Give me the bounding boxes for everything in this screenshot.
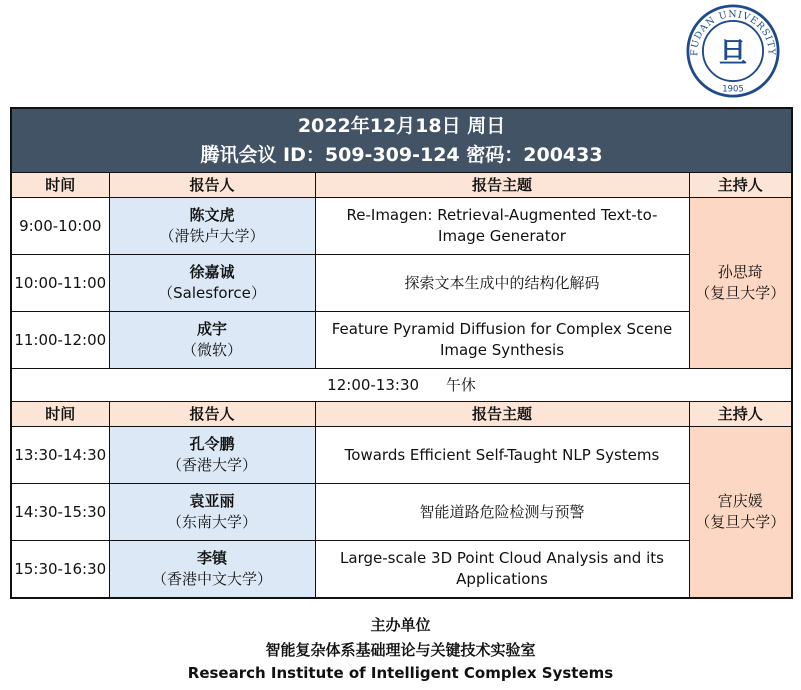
schedule-table — [10, 107, 793, 599]
header-host: 主持人 — [689, 173, 792, 198]
meeting-info-line: 腾讯会议 ID：509-309-124 密码：200433 — [200, 143, 603, 166]
topic-line: Re-Imagen: Retrieval-Augmented Text-to- — [346, 206, 658, 224]
header-time: 时间 — [11, 173, 109, 198]
session-row — [11, 484, 792, 541]
speaker-cell — [109, 541, 315, 599]
date-line: 2022年12月18日 周日 — [297, 114, 506, 137]
topic-cell — [315, 312, 689, 369]
speaker-name: 袁亚丽 — [189, 492, 235, 510]
speaker-cell — [109, 427, 315, 484]
organizer-label: 主办单位 — [370, 616, 431, 634]
speaker-affiliation: （香港中文大学） — [151, 570, 272, 588]
topic-line: Feature Pyramid Diffusion for Complex Scene — [331, 320, 673, 338]
speaker-affiliation: （香港大学） — [166, 456, 257, 474]
host-name: 宫庆媛 — [717, 492, 763, 510]
lunch-row — [11, 369, 792, 402]
lunch-time: 12:00-13:30 — [327, 375, 420, 394]
header-time: 时间 — [11, 402, 109, 427]
header-speaker: 报告人 — [109, 402, 315, 427]
host-affiliation: （复旦大学） — [695, 284, 786, 302]
header-speaker: 报告人 — [109, 173, 315, 198]
session-row — [11, 312, 792, 369]
lab-name-en: Research Institute of Intelligent Complex Systems — [187, 664, 614, 682]
logo-year: 1905 — [722, 83, 744, 94]
session-row — [11, 427, 792, 484]
topic-cell — [315, 198, 689, 255]
session-time: 14:30-15:30 — [11, 484, 109, 541]
speaker-affiliation: （东南大学） — [166, 513, 257, 531]
speaker-cell — [109, 198, 315, 255]
topic-line: 探索文本生成中的结构化解码 — [404, 273, 600, 292]
speaker-affiliation: （Salesforce） — [158, 284, 266, 302]
session-row — [11, 541, 792, 599]
session-row — [11, 255, 792, 312]
speaker-cell — [109, 255, 315, 312]
header-topic: 报告主题 — [315, 173, 689, 198]
speaker-name: 陈文虎 — [189, 206, 235, 224]
topic-line: Image Synthesis — [439, 341, 565, 359]
topic-cell — [315, 427, 689, 484]
host-cell — [689, 427, 792, 599]
session-time: 10:00-11:00 — [11, 255, 109, 312]
header-topic: 报告主题 — [315, 402, 689, 427]
session-row — [11, 198, 792, 255]
topic-cell — [315, 541, 689, 599]
topic-line: Applications — [456, 570, 548, 588]
host-cell — [689, 198, 792, 369]
session-time: 11:00-12:00 — [11, 312, 109, 369]
speaker-cell — [109, 312, 315, 369]
logo-glyph: 旦 — [718, 36, 748, 70]
topic-cell — [315, 255, 689, 312]
speaker-affiliation: （微软） — [181, 341, 242, 359]
speaker-name: 李镇 — [196, 549, 227, 567]
topic-line: 智能道路危险检测与预警 — [419, 502, 585, 521]
lunch-label: 午休 — [445, 375, 476, 394]
session-time: 13:30-14:30 — [11, 427, 109, 484]
host-name: 孙思琦 — [717, 263, 763, 281]
speaker-name: 孔令鹏 — [189, 435, 235, 453]
header-row — [11, 402, 792, 427]
host-affiliation: （复旦大学） — [695, 513, 786, 531]
speaker-affiliation: （滑铁卢大学） — [159, 227, 265, 245]
topic-line: Image Generator — [438, 227, 566, 245]
session-time: 9:00-10:00 — [11, 198, 109, 255]
header-host: 主持人 — [689, 402, 792, 427]
speaker-name: 成宇 — [196, 320, 227, 338]
logo-ring-text: FUDAN UNIVERSITY — [689, 9, 777, 56]
topic-cell — [315, 484, 689, 541]
lab-name-cn: 智能复杂体系基础理论与关键技术实验室 — [265, 641, 536, 659]
header-row — [11, 173, 792, 198]
schedule-banner — [11, 108, 792, 173]
session-time: 15:30-16:30 — [11, 541, 109, 599]
topic-line: Towards Efficient Self-Taught NLP Systems — [344, 445, 660, 464]
speaker-name: 徐嘉诚 — [189, 263, 235, 281]
fudan-university-logo — [686, 4, 780, 98]
speaker-cell — [109, 484, 315, 541]
topic-line: Large-scale 3D Point Cloud Analysis and its — [340, 549, 664, 567]
